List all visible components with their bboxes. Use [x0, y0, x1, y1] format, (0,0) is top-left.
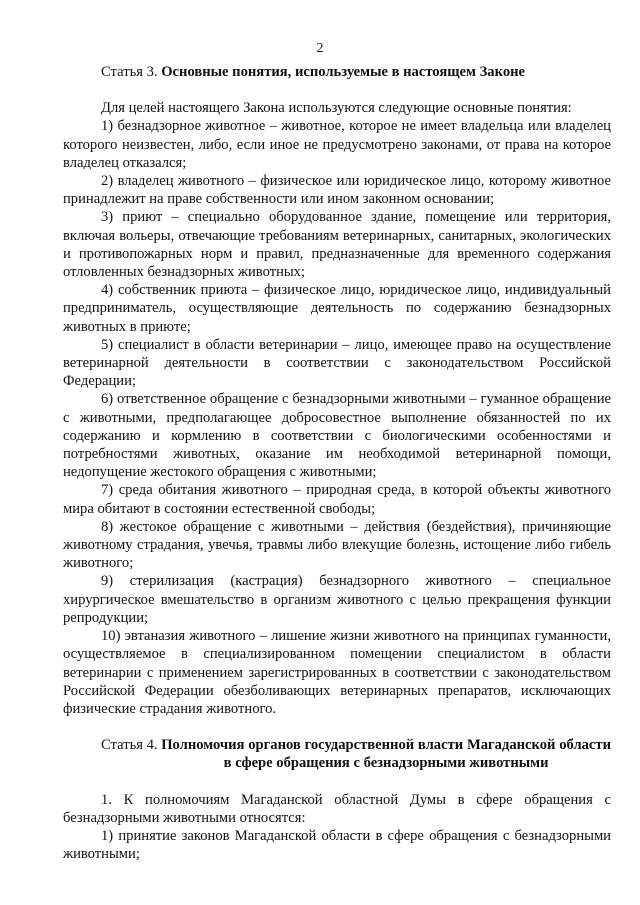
definition-item: 3) приют – специально оборудованное здание, помещение или территория, включая вольеры, отвечающие требованиям ветеринарных, санитарных, экологических и противопожарных норм и правил, предназначенные для временного содержания отловленных безнадзорных животных;	[63, 209, 611, 281]
article-3-heading	[63, 63, 611, 81]
article-4-item-1: 1) принятие законов Магаданской области в сфере обращения с безнадзорными животными;	[63, 827, 611, 863]
definition-item: 2) владелец животного – физическое или юридическое лицо, которому животное принадлежит на праве собственности или ином законном основании;	[63, 173, 611, 208]
article-3-intro: Для целей настоящего Закона используются следующие основные понятия:	[101, 100, 572, 117]
definition-item: 7) среда обитания животного – природная среда, в которой объекты животного мира обитают в состоянии естественной свободы;	[63, 482, 611, 517]
definition-item: 9) стерилизация (кастрация) безнадзорного животного – специальное хирургическое вмешательство в организм животного с целью прекращения функции репродукции;	[63, 573, 611, 626]
document-body	[63, 63, 611, 863]
article-4-number: Статья 4.	[101, 737, 162, 754]
page-number: 2	[316, 41, 324, 56]
definition-item: 8) жестокое обращение с животными – действия (бездействия), причиняющие животному страдания, увечья, травмы либо влекущие болезнь, истощение либо гибель животного;	[63, 518, 611, 572]
article-4-paragraph-1: 1. К полномочиям Магаданской областной Думы в сфере обращения с безнадзорными животными относятся:	[63, 791, 611, 826]
article-4-heading	[63, 736, 611, 772]
definition-item: 10) эвтаназия животного – лишение жизни животного на принципах гуманности, осуществляемое в специализированном помещении специалистом в области ветеринарии с применением зарегистрированных в соответствии с законодательством Российской Федерации обезболивающих ветеринарных препаратов, исключающих физические страдания животного.	[63, 628, 611, 717]
definition-item: 1) безнадзорное животное – животное, которое не имеет владельца или владелец которого неизвестен, либо, если иное не предусмотрено законами, от права на которое владелец отказался;	[63, 118, 611, 171]
definition-item: 6) ответственное обращение с безнадзорными животными – гуманное обращение с животными, предполагающее добросовестное выполнение обязанностей по их содержанию и кормлению в соответствии с биологическими особенностями и потребностями животных, оказание им необходимой ветеринарной помощи, недопущение жестокого обращения с животными;	[63, 391, 611, 481]
article-3-number: Статья 3.	[101, 64, 158, 80]
definition-item: 4) собственник приюта – физическое лицо, юридическое лицо, индивидуальный предприниматель, осуществляющие деятельность по содержанию безнадзорных животных в приюте;	[63, 282, 611, 335]
definition-item: 5) специалист в области ветеринарии – лицо, имеющее право на осуществление ветеринарной деятельности в соответствии с законодательством Российской Федерации;	[63, 336, 611, 390]
article-3-title: Основные понятия, используемые в настоящем Законе	[161, 64, 525, 80]
article-4-title: Полномочия органов государственной власти Магаданской области в сфере обращения с безнадзорными животными	[161, 737, 611, 772]
